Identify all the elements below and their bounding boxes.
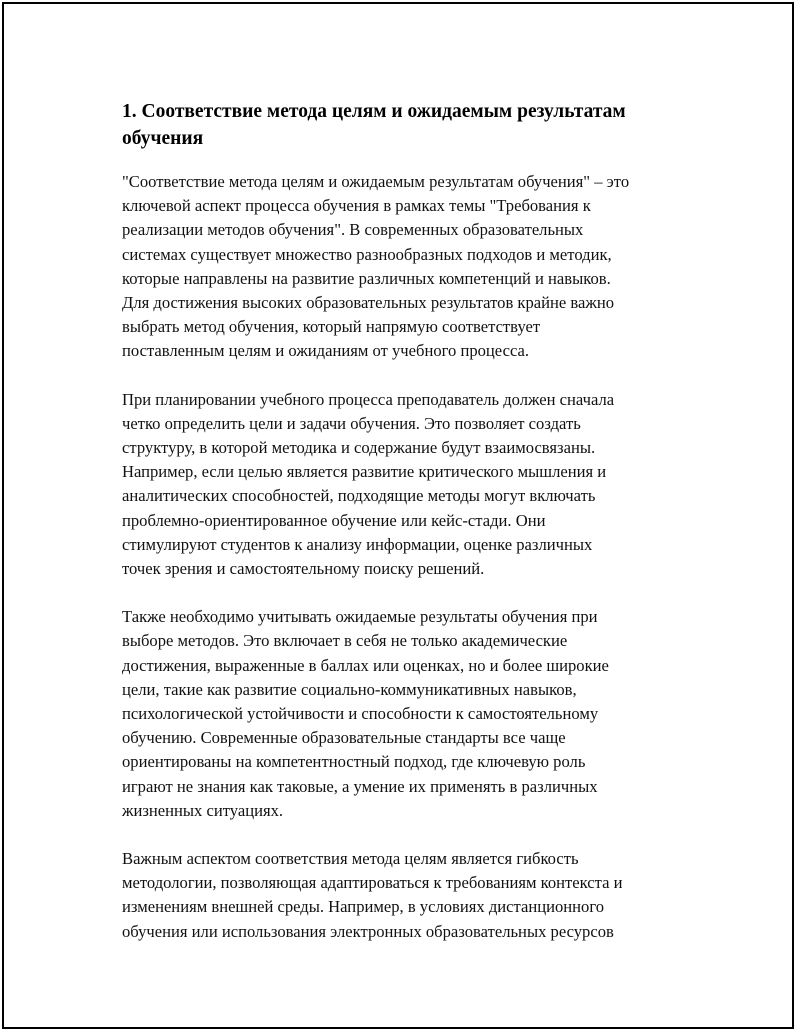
text-line: достижения, выраженные в баллах или оценках, но и более широкие [122,655,609,675]
text-line: Для достижения высоких образовательных результатов крайне важно [122,293,615,313]
paragraph-3 [122,605,712,823]
paragraph-4 [122,847,712,944]
text-line: структуру, в которой методика и содержание будут взаимосвязаны. [122,438,596,458]
text-line: выбрать метод обучения, который напрямую соответствует [122,317,541,337]
text-line: жизненных ситуациях. [122,800,284,820]
text-line: Также необходимо учитывать ожидаемые результаты обучения при [122,607,598,627]
text-line: психологической устойчивости и способности к самостоятельному [122,704,599,724]
text-line: обучению. Современные образовательные стандарты все чаще [122,728,566,748]
text-line: четко определить цели и задачи обучения. Это позволяет создать [122,413,581,433]
text-line: которые направлены на развитие различных компетенций и навыков. [122,268,611,288]
text-line: ключевой аспект процесса обучения в рамках темы "Требования к [122,196,591,216]
paragraph-1 [122,170,712,364]
text-line: При планировании учебного процесса преподаватель должен сначала [122,389,615,409]
text-line: поставленным целям и ожиданиям от учебного процесса. [122,341,530,361]
text-line: стимулируют студентов к анализу информации, оценке различных [122,534,593,554]
text-line: обучения или использования электронных образовательных ресурсов [122,921,614,941]
text-line: Важным аспектом соответствия метода целям является гибкость [122,849,579,869]
text-line: Например, если целью является развитие критического мышления и [122,462,607,482]
text-line: проблемно-ориентированное обучение или кейс-стади. Они [122,510,546,530]
text-line: реализации методов обучения". В современных образовательных [122,220,584,240]
paragraph-2 [122,388,712,582]
section-heading [122,98,712,152]
text-line: "Соответствие метода целям и ожидаемым результатам обучения" – это [122,172,630,191]
heading-line: обучения [122,128,204,149]
text-line: методологии, позволяющая адаптироваться к требованиям контекста и [122,873,623,893]
document-body [122,98,712,968]
text-line: цели, такие как развитие социально-коммуникативных навыков, [122,679,577,699]
text-line: изменениям внешней среды. Например, в условиях дистанционного [122,897,605,917]
text-line: аналитических способностей, подходящие методы могут включать [122,486,596,506]
text-line: системах существует множество разнообразных подходов и методик, [122,244,612,264]
text-line: ориентированы на компетентностный подход, где ключевую роль [122,752,586,772]
text-line: точек зрения и самостоятельному поиску решений. [122,559,485,579]
page-frame [2,2,794,1029]
text-line: играют не знания как таковые, а умение их применять в различных [122,776,598,796]
heading-line: 1. Соответствие метода целям и ожидаемым результатам [122,101,626,122]
text-line: выборе методов. Это включает в себя не только академические [122,631,568,651]
